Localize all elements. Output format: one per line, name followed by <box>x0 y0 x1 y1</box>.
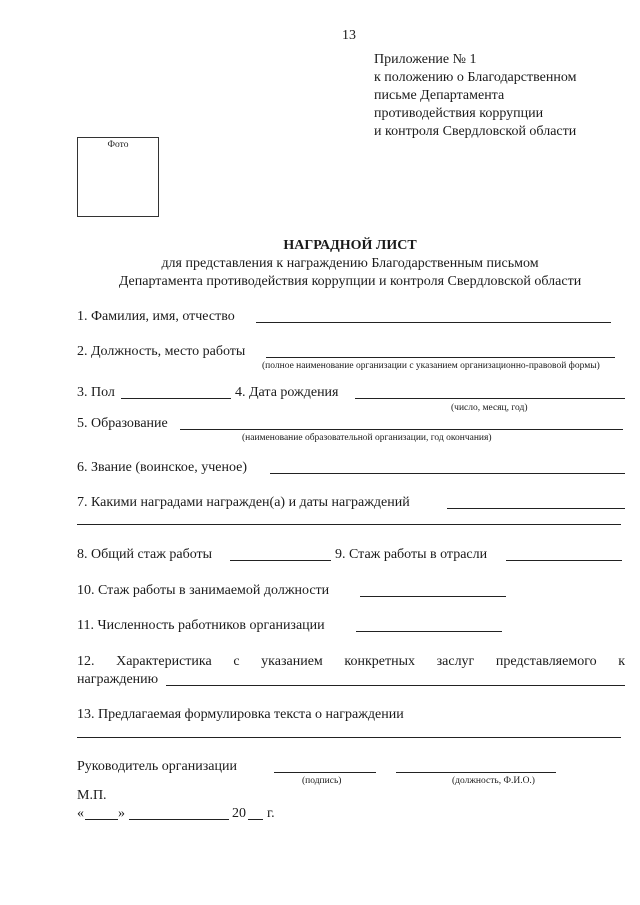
date-close-quote: » <box>118 806 125 821</box>
field-7-line-1[interactable] <box>447 508 625 509</box>
field-12-word: представляемого <box>495 654 597 669</box>
field-13-label: 13. Предлагаемая формулировка текста о награждении <box>77 707 404 722</box>
field-2-label: 2. Должность, место работы <box>77 344 246 359</box>
field-1-label: 1. Фамилия, имя, отчество <box>77 309 235 324</box>
field-3-label: 3. Пол <box>77 385 115 400</box>
date-year-suffix: г. <box>267 806 275 821</box>
field-12-word: заслуг <box>436 654 475 669</box>
field-5-line[interactable] <box>180 429 623 430</box>
field-2-line[interactable] <box>266 357 615 358</box>
field-1-line[interactable] <box>256 322 611 323</box>
date-open-quote: « <box>77 806 84 821</box>
field-6-line[interactable] <box>270 473 625 474</box>
field-5-hint: (наименование образовательной организации, год окончания) <box>242 433 492 443</box>
signature-line[interactable] <box>274 772 376 773</box>
document-title: НАГРАДНОЙ ЛИСТ <box>283 238 417 253</box>
appendix-line-1: Приложение № 1 <box>374 52 477 67</box>
date-month-line[interactable] <box>129 819 229 820</box>
appendix-line-5: и контроля Свердловской области <box>374 124 577 139</box>
field-6-label: 6. Звание (воинское, ученое) <box>77 460 247 475</box>
field-9-line[interactable] <box>506 560 622 561</box>
field-7-label: 7. Какими наградами награжден(а) и даты награждений <box>77 495 410 510</box>
photo-box <box>77 137 159 217</box>
photo-label: Фото <box>107 140 129 150</box>
field-12-word: конкретных <box>344 654 415 669</box>
field-4-label: 4. Дата рождения <box>235 385 339 400</box>
field-10-label: 10. Стаж работы в занимаемой должности <box>77 583 330 598</box>
stamp-label: М.П. <box>77 788 107 803</box>
field-9-label: 9. Стаж работы в отрасли <box>335 547 488 562</box>
field-12-line2-label: награждению <box>77 672 159 687</box>
field-12-word: Характеристика <box>116 654 212 669</box>
field-4-hint: (число, месяц, год) <box>451 403 528 413</box>
field-2-hint: (полное наименование организации с указанием организационно-правовой формы) <box>262 361 600 371</box>
field-12-word: 12. <box>77 654 95 669</box>
field-13-line[interactable] <box>77 737 621 738</box>
subtitle-line-1: для представления к награждению Благодарственным письмом <box>161 256 539 271</box>
field-12-line[interactable] <box>166 685 625 686</box>
appendix-line-3: письме Департамента <box>374 88 505 103</box>
field-11-label: 11. Численность работников организации <box>77 618 325 633</box>
field-12-word: с <box>233 654 240 669</box>
field-12-word: указанием <box>261 654 323 669</box>
signature-hint: (подпись) <box>302 776 342 786</box>
position-name-hint: (должность, Ф.И.О.) <box>452 776 535 786</box>
appendix-line-4: противодействия коррупции <box>374 106 544 121</box>
field-8-line[interactable] <box>230 560 331 561</box>
field-10-line[interactable] <box>360 596 506 597</box>
field-4-line[interactable] <box>355 398 625 399</box>
field-11-line[interactable] <box>356 631 502 632</box>
subtitle-line-2: Департамента противодействия коррупции и контроля Свердловской области <box>118 274 582 289</box>
field-5-label: 5. Образование <box>77 416 168 431</box>
signature-head-label: Руководитель организации <box>77 759 237 774</box>
date-year-prefix: 20 <box>232 806 246 821</box>
date-year-line[interactable] <box>248 819 263 820</box>
field-3-line[interactable] <box>121 398 231 399</box>
page-number: 13 <box>342 28 356 43</box>
field-12-word: к <box>618 654 626 669</box>
date-day-line[interactable] <box>85 819 118 820</box>
position-name-line[interactable] <box>396 772 556 773</box>
field-8-label: 8. Общий стаж работы <box>77 547 213 562</box>
field-7-line-2[interactable] <box>77 524 621 525</box>
field-12-label <box>77 654 625 670</box>
appendix-line-2: к положению о Благодарственном <box>374 70 577 85</box>
